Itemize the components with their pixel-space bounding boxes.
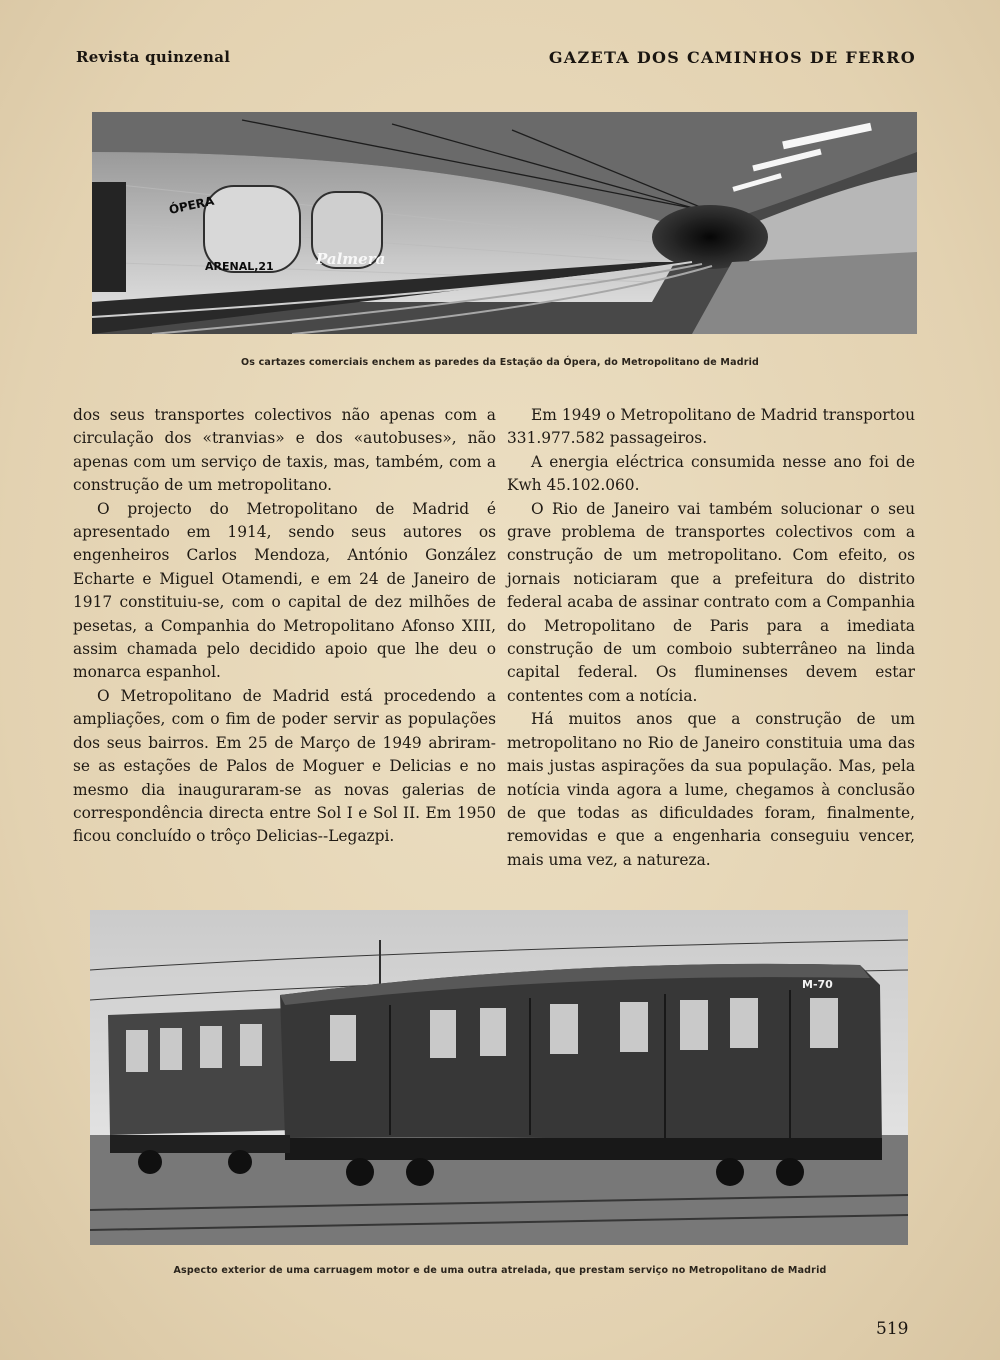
paragraph: O projecto do Metropolitano de Madrid é apresentado em 1914, sendo seus autores os engenheiros Carlos Mendoza, António González Echarte e Miguel Otamendi, e em 24 de Janeiro de 1917 constituiu-se, com o capital de dez milhões de pesetas, a Companhia do Metropolitano Afonso XIII, assim chamada pelo decidido apoio que lhe deu o monarca espanhol. (73, 499, 496, 682)
train-photo (90, 910, 908, 1245)
article-column-left (73, 404, 496, 849)
paragraph: Em 1949 o Metropolitano de Madrid transportou 331.977.582 passageiros. (507, 406, 915, 448)
paragraph: O Rio de Janeiro vai também solucionar o seu grave problema de transportes colectivos com a construção de um metropolitano. Com efeito, os jornais noticiaram que a prefeitura do distrito federal acaba de assinar contrato com a Companhia do Metropolitano de Paris para a imediata construção de um comboio subterrâneo na linda capital federal. Os fluminenses devem estar contentes com a notícia. (507, 499, 915, 705)
paragraph: O Metropolitano de Madrid está procedendo a ampliações, com o fim de poder servir as populações dos seus bairros. Em 25 de Março de 1949 abriram-se as estações de Palos de Moguer e Delicias e no mesmo dia inauguraram-se as novas galerias de correspondência directa entre Sol I e Sol II. Em 1950 ficou concluído o trôço Delicias--Legazpi. (73, 686, 496, 846)
top-photo-caption: Os cartazes comerciais enchem as paredes da Estação da Ópera, do Metropolitano de Madrid (240, 357, 760, 368)
header-left-title: Revista quinzenal (76, 48, 231, 66)
bottom-photo-caption: Aspecto exterior de uma carruagem motor e de uma outra atrelada, que prestam serviço no Metropolitano de Madrid (173, 1265, 827, 1276)
page-number: 519 (876, 1319, 909, 1339)
paragraph: dos seus transportes colectivos não apenas com a circulação dos «tranvias» e dos «autobuses», não apenas com um serviço de taxis, mas, também, com a construção de um metropolitano. (73, 406, 496, 495)
article-column-right (507, 404, 915, 872)
paragraph: A energia eléctrica consumida nesse ano foi de Kwh 45.102.060. (507, 452, 915, 495)
car-number: M-70 (802, 978, 833, 991)
header-right-title: GAZETA DOS CAMINHOS DE FERRO (548, 48, 916, 67)
paragraph: Há muitos anos que a construção de um metropolitano no Rio de Janeiro constituia uma das mais justas aspirações da sua população. Mas, pela notícia vinda agora a lume, chegamos à conclusão de que todas as dificuldades foram, finalmente, removidas e que a engenharia conseguiu vencer, mais uma vez, a natureza. (507, 710, 915, 869)
sign-arenal: ARENAL,21 (205, 260, 274, 273)
station-photo (92, 112, 917, 334)
sign-palmera: Palmera (316, 250, 386, 268)
sign-opera: ÓPERA (167, 193, 216, 217)
